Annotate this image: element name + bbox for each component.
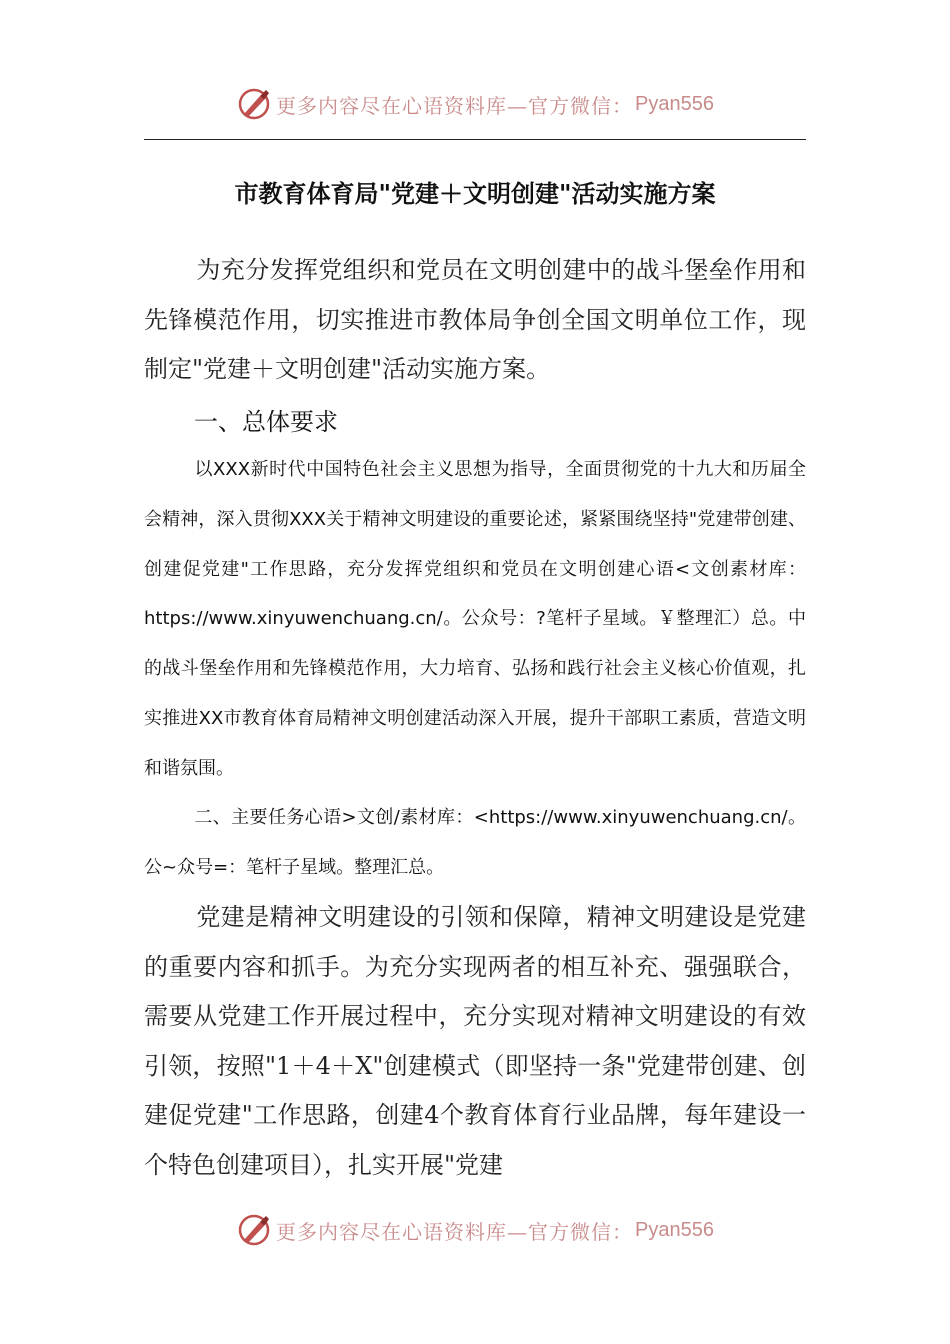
header-divider xyxy=(144,139,806,140)
section-2-paragraph xyxy=(144,893,806,1190)
banner-text: 更多内容尽在心语资料库—官方微信： xyxy=(276,93,634,118)
section-2-heading xyxy=(144,793,806,893)
section-1-text: 以XXX新时代中国特色社会主义思想为指导，全面贯彻党的十九大和历届全会精神，深入贯彻XXX关于精神文明建设的重要论述，紧紧围绕坚持"党建带创建、创建促党建"工作思路，充分发挥党组织和党员在文明创建心语<文创素材库：https://www.xinyuwenchuang.cn/。公众号：?笔杆子星域。￥整理汇）总。中的战斗堡垒作用和先锋模范作用，大力培育、弘扬和践行社会主义核心价值观，扎实推进XX市教育体育局精神文明创建活动深入开展，提升干部职工素质，营造文明和谐氛围。 xyxy=(144,459,806,779)
section-1-paragraph xyxy=(144,445,806,794)
pen-logo-icon xyxy=(236,1212,272,1248)
intro-text: 为充分发挥党组织和党员在文明创建中的战斗堡垒作用和先锋模范作用，切实推进市教体局争创全国文明单位工作，现制定"党建＋文明创建"活动实施方案。 xyxy=(144,256,806,383)
banner-wechat-id: Pyan556 xyxy=(635,92,714,115)
document-title: 市教育体育局"党建＋文明创建"活动实施方案 xyxy=(234,179,716,208)
section-2-text: 党建是精神文明建设的引领和保障，精神文明建设是党建的重要内容和抓手。为充分实现两者的相互补充、强强联合，需要从党建工作开展过程中，充分实现对精神文明建设的有效引领，按照"1＋4＋X"创建模式（即坚持一条"党建带创建、创建促党建"工作思路，创建4个教育体育行业品牌，每年建设一个特色创建项目），扎实开展"党建 xyxy=(144,903,806,1179)
section-1-heading: 一、总体要求 xyxy=(194,408,338,436)
pen-logo-icon xyxy=(236,86,272,122)
footer-watermark-banner xyxy=(0,1210,950,1250)
banner-wechat-id: Pyan556 xyxy=(635,1218,714,1241)
header-watermark-banner xyxy=(0,84,950,124)
banner-text: 更多内容尽在心语资料库—官方微信： xyxy=(276,1219,634,1244)
intro-paragraph xyxy=(144,246,806,395)
section-2-heading-text: 二、主要任务心语>文创/素材库：<https://www.xinyuwenchuang.cn/。公~众号=：笔杆子星域。整理汇总。 xyxy=(144,807,806,878)
